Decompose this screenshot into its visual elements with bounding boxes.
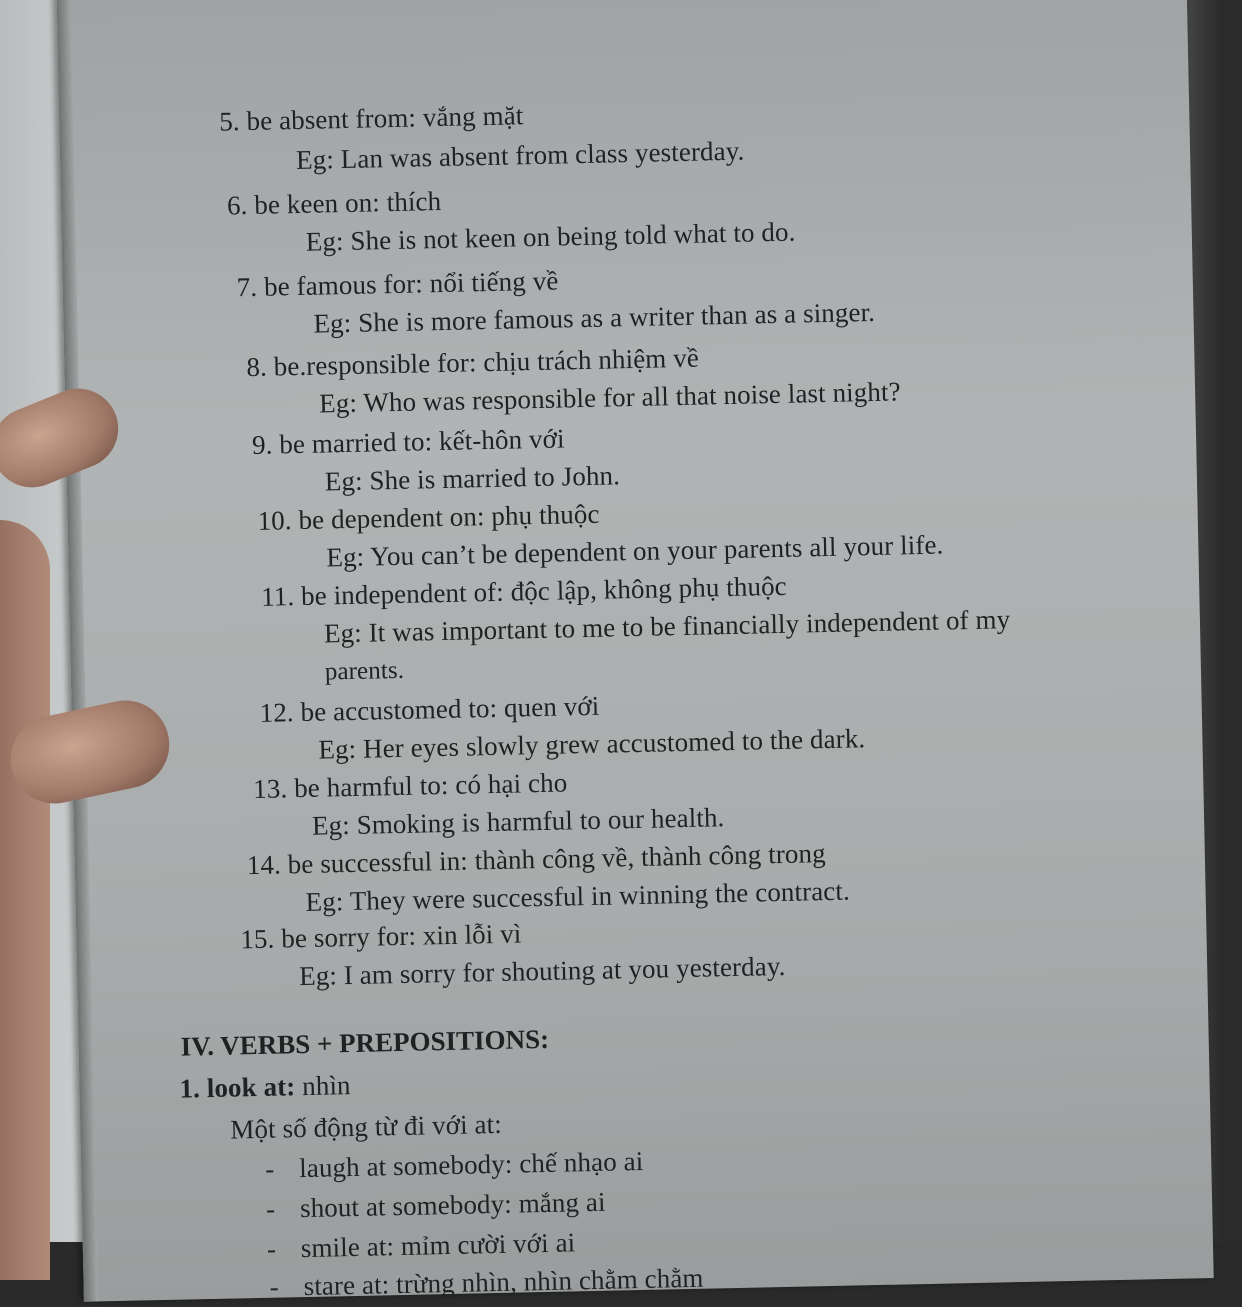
entry-term: 7. be famous for: nổi tiếng về (236, 265, 559, 303)
hand (0, 520, 50, 1280)
bullet-marker: - (269, 1271, 280, 1302)
subsection-term: 1. look at: (179, 1071, 296, 1104)
entry-term: 9. be married to: kết-hôn với (251, 423, 565, 460)
bullet-marker: - (266, 1233, 277, 1264)
list-item (265, 1146, 644, 1185)
entry-example: Eg: Lan was absent from class yesterday. (295, 135, 745, 175)
entry-example: Eg: You can’t be dependent on your parents all your life. (326, 529, 944, 573)
bullet-text: stare at: trừng nhìn, nhìn chằm chằm (303, 1262, 704, 1302)
bullet-text: laugh at somebody: chế nhạo ai (298, 1145, 644, 1184)
entry-term: 5. be absent from: vắng mặt (218, 100, 524, 137)
entry-example: Eg: Her eyes slowly grew accustomed to the dark. (318, 723, 866, 765)
list-item (267, 1227, 576, 1264)
document-page (56, 0, 1213, 1302)
entry-example: Eg: They were successful in winning the contract. (305, 875, 851, 917)
entry-example: Eg: She is not keen on being told what to do. (305, 216, 796, 257)
entry-example: Eg: She is more famous as a writer than as a singer. (313, 296, 876, 339)
page-content (56, 0, 1213, 1302)
entry-term: 13. be harmful to: có hại cho (252, 767, 568, 805)
bullet-text: shout at somebody: mắng ai (299, 1186, 606, 1224)
entry-term: 12. be accustomed to: quen với (259, 690, 600, 728)
section-heading: IV. VERBS + PREPOSITIONS: (180, 1023, 550, 1062)
entry-term: 14. be successful in: thành công về, thành công trong (246, 838, 826, 881)
entry-example: Eg: She is married to John. (324, 460, 621, 497)
entry-example: Eg: Who was responsible for all that noise last night? (318, 376, 901, 419)
subsection-title (179, 1070, 351, 1105)
entry-example: Eg: I am sorry for shouting at you yesterday. (298, 950, 786, 992)
list-item (269, 1263, 703, 1303)
entry-example: Eg: Smoking is harmful to our health. (311, 802, 725, 841)
subsection-meaning: nhìn (295, 1070, 351, 1102)
bullet-marker: - (264, 1153, 275, 1184)
entry-term: 10. be dependent on: phụ thuộc (257, 498, 600, 536)
entry-example-continued: parents. (324, 656, 405, 686)
list-item (266, 1187, 606, 1225)
entry-term: 8. be.responsible for: chịu trách nhiệm về (246, 342, 700, 383)
intro-text: Một số động từ đi với at: (230, 1108, 503, 1145)
bullet-text: smile at: mỉm cười với ai (300, 1227, 576, 1264)
bullet-marker: - (265, 1193, 276, 1224)
entry-term: 15. be sorry for: xin lỗi vì (240, 918, 522, 955)
entry-term: 11. be independent of: độc lập, không phụ thuộc (260, 570, 788, 612)
entry-example: Eg: It was important to me to be financially independent of my (323, 604, 1011, 649)
entry-term: 6. be keen on: thích (226, 185, 442, 221)
